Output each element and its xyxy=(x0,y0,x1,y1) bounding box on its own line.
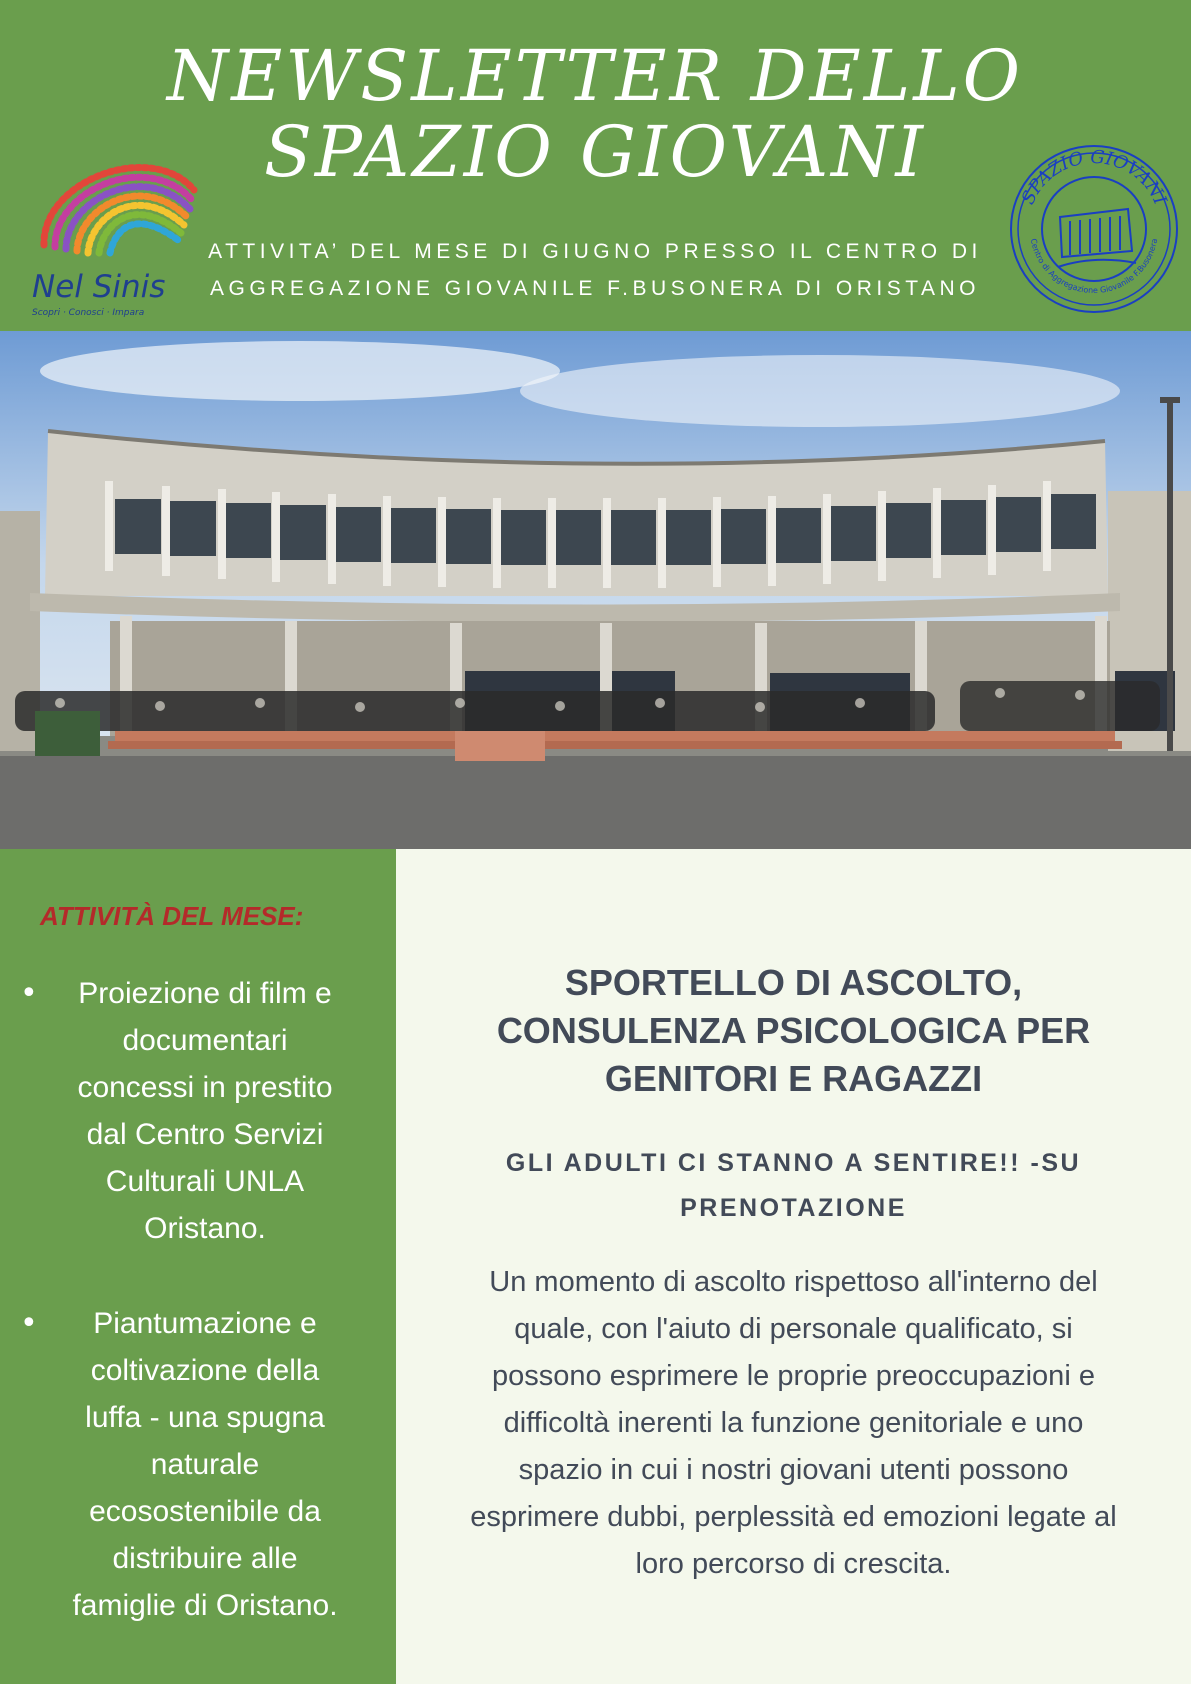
activity-line: Culturali UNLA xyxy=(105,1165,305,1198)
activity-text xyxy=(55,1300,355,1629)
body-line: Un momento di ascolto rispettoso all'interno del xyxy=(489,1266,1098,1298)
title-line-2: SPAZIO GIOVANI xyxy=(263,111,927,193)
heading-line: GENITORI E RAGAZZI xyxy=(604,1058,983,1099)
activity-line: Proiezione di film e xyxy=(78,977,332,1010)
activity-line: famiglie di Oristano. xyxy=(72,1589,338,1622)
subheading-line: GLI ADULTI CI STANNO A SENTIRE!! -SU xyxy=(505,1149,1082,1177)
body-line: spazio in cui i nostri giovani utenti possono xyxy=(518,1454,1069,1486)
nel-sinis-name: Nel Sinis xyxy=(32,269,166,305)
activity-item-luffa xyxy=(0,1300,396,1629)
sportello-description xyxy=(426,1259,1161,1588)
bullet-icon: • xyxy=(20,1306,38,1341)
spazio-giovani-seal xyxy=(1008,143,1180,315)
activity-line: distribuire alle xyxy=(112,1542,298,1575)
activity-line: luffa - una spugna xyxy=(85,1401,325,1434)
sportello-heading xyxy=(436,959,1151,1103)
activities-title: ATTIVITÀ DEL MESE: xyxy=(40,901,304,931)
activity-line: concessi in prestito xyxy=(77,1071,333,1104)
subheading-line: PRENOTAZIONE xyxy=(680,1194,907,1222)
activity-line: naturale xyxy=(150,1448,260,1481)
activity-line: documentari xyxy=(122,1024,288,1057)
bullet-icon: • xyxy=(20,976,38,1011)
body-line: loro percorso di crescita. xyxy=(635,1548,952,1580)
title-line-1: NEWSLETTER DELLO xyxy=(166,35,1024,117)
body-line: possono esprimere le proprie preoccupazioni e xyxy=(492,1360,1095,1392)
seal-ring-text: Centro di Aggregazione Giovanile F.Busonera xyxy=(1028,237,1160,296)
sportello-subheading xyxy=(476,1141,1111,1231)
subtitle-line-1: ATTIVITA’ DEL MESE DI GIUGNO PRESSO IL CENTRO DI xyxy=(208,240,982,263)
heading-line: CONSULENZA PSICOLOGICA PER xyxy=(496,1010,1091,1051)
nel-sinis-tagline: Scopri · Conosci · Impara xyxy=(32,308,145,318)
body-line: difficoltà inerenti la funzione genitoriale e uno xyxy=(503,1407,1084,1439)
subtitle-line-2: AGGREGAZIONE GIOVANILE F.BUSONERA DI ORISTANO xyxy=(210,277,980,300)
building-icon xyxy=(1058,209,1136,267)
newsletter-title xyxy=(150,35,1040,193)
building-photo xyxy=(0,331,1191,849)
heading-line: SPORTELLO DI ASCOLTO, xyxy=(564,962,1023,1003)
activities-list xyxy=(0,970,396,1629)
main-content xyxy=(396,849,1191,1684)
activity-text xyxy=(55,970,355,1252)
activity-line: Oristano. xyxy=(144,1212,266,1245)
body-line: esprimere dubbi, perplessità ed emozioni legate al xyxy=(470,1501,1117,1533)
activity-item-film xyxy=(0,970,396,1252)
body-line: quale, con l'aiuto di personale qualificato, si xyxy=(514,1313,1073,1345)
newsletter-subtitle xyxy=(195,233,995,307)
activity-line: dal Centro Servizi xyxy=(86,1118,324,1151)
nel-sinis-logo xyxy=(32,145,202,320)
activity-line: coltivazione della xyxy=(90,1354,320,1387)
seal-arc-text: SPAZIO GIOVANI xyxy=(1017,146,1171,208)
rainbow-icon xyxy=(44,168,194,253)
activity-line: ecosostenibile da xyxy=(89,1495,321,1528)
activity-line: Piantumazione e xyxy=(93,1307,317,1340)
